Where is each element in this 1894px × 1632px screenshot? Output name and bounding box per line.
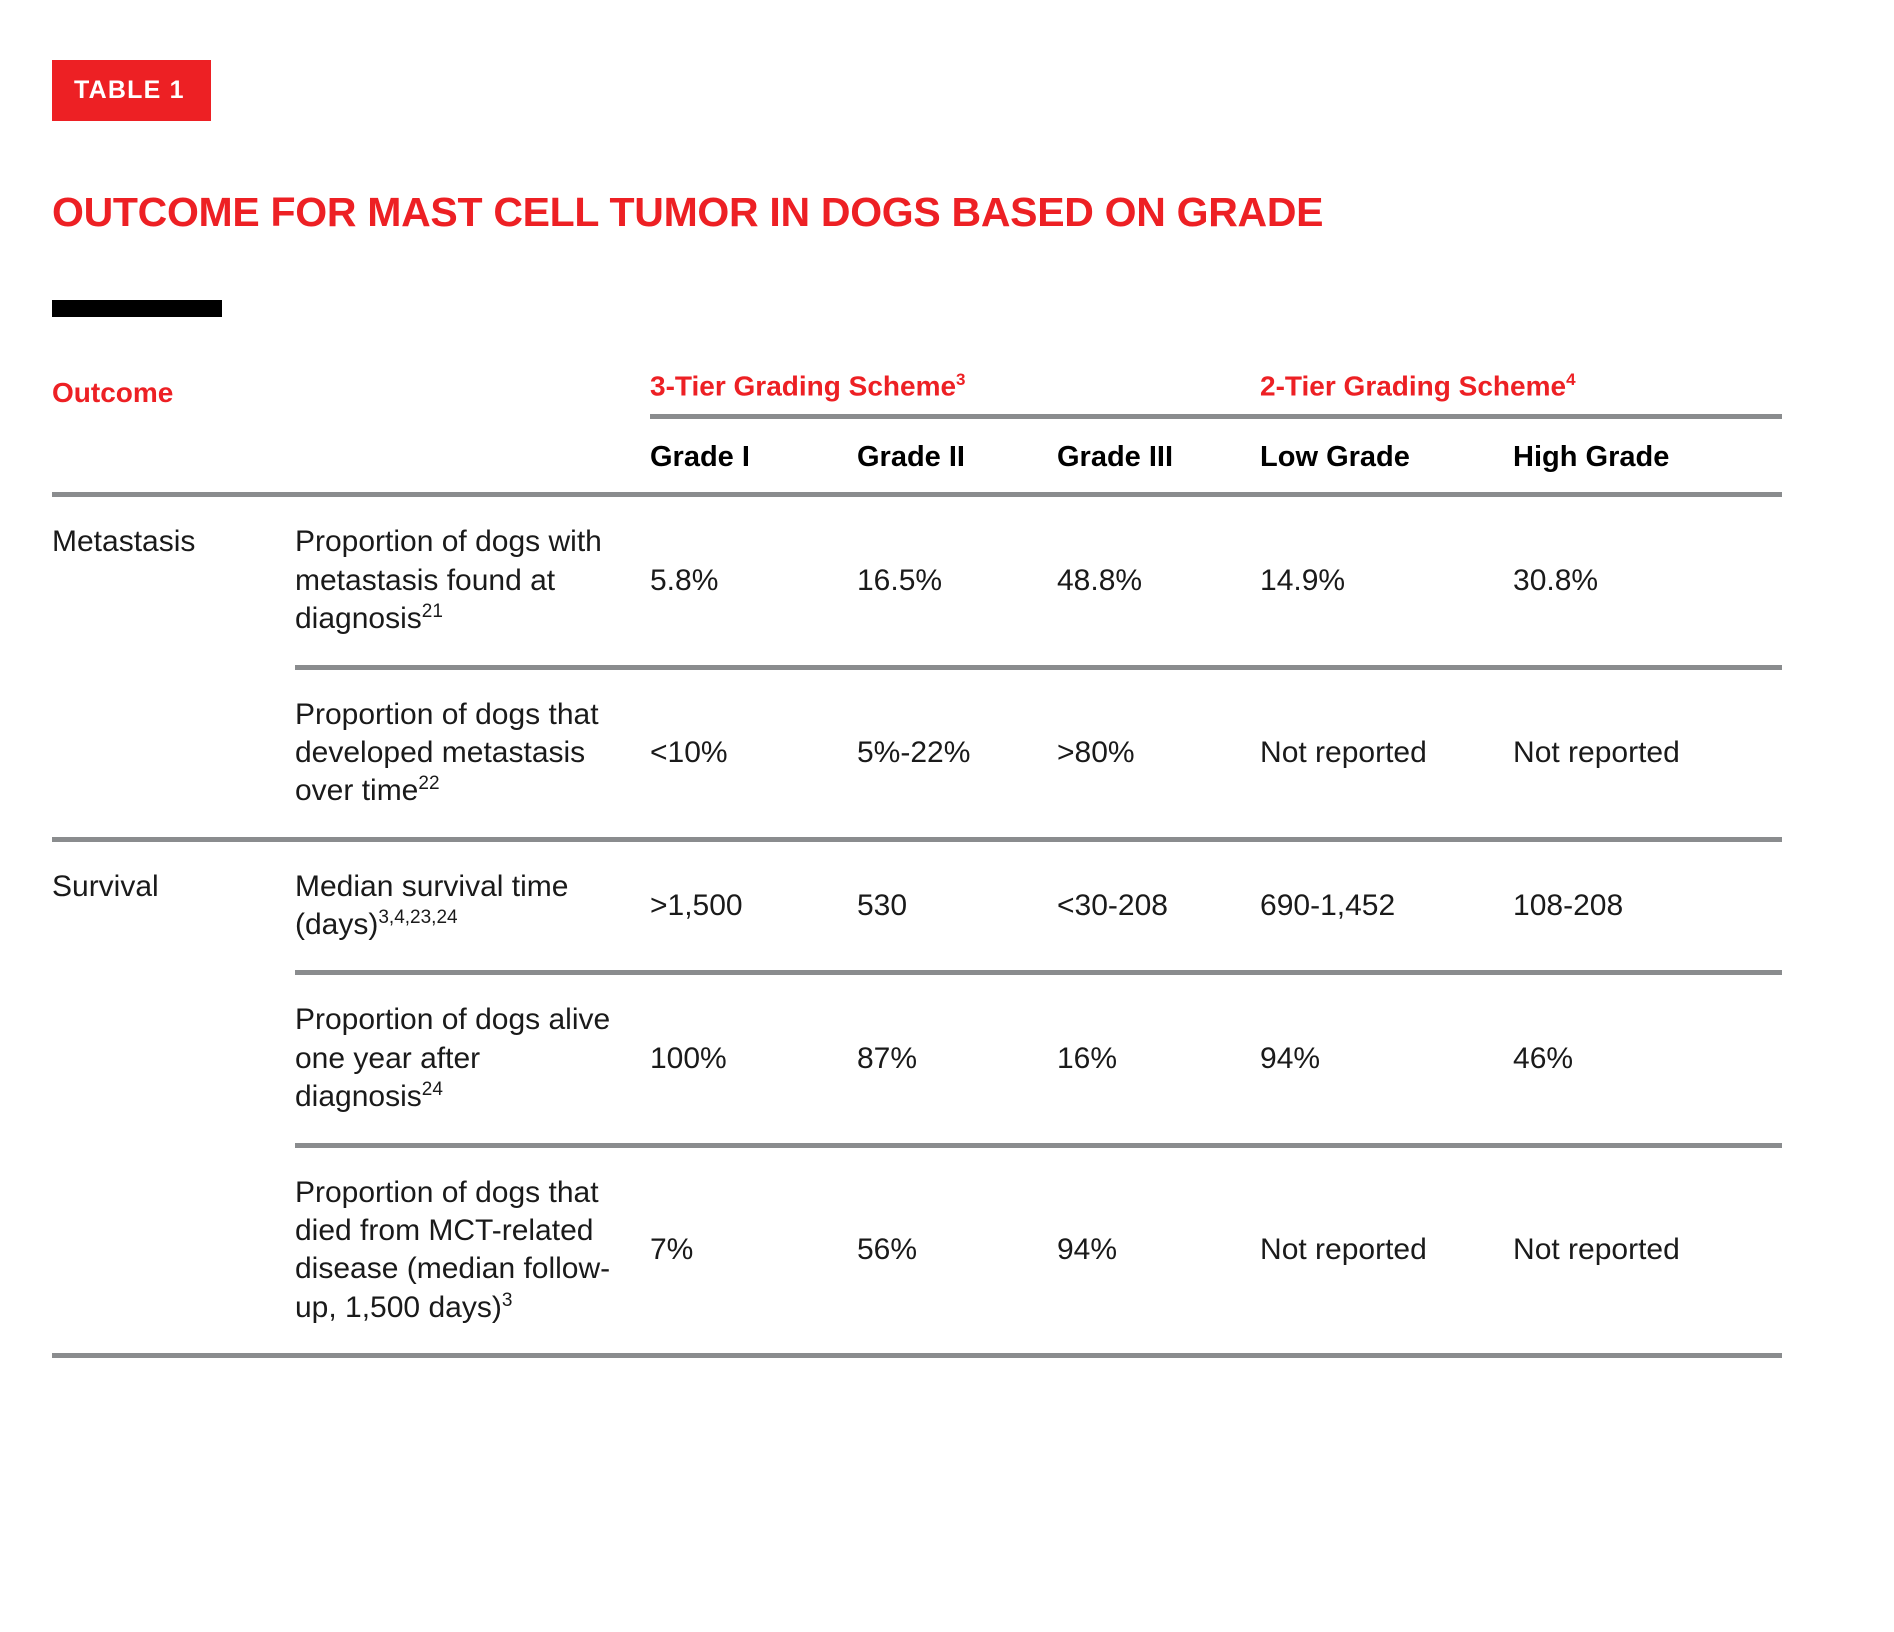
measure-ref: 21 [421, 601, 443, 623]
cell-grade-2: 56% [857, 1233, 918, 1267]
table-number-badge: TABLE 1 [52, 60, 211, 121]
column-header-grade-2: Grade II [857, 441, 965, 474]
cell-grade-2: 16.5% [857, 563, 943, 597]
cell-grade-3: 94% [1057, 1233, 1118, 1267]
scheme-3tier-ref: 3 [956, 370, 966, 389]
column-header-grade-1: Grade I [650, 441, 750, 474]
outcome-table [52, 370, 1782, 1358]
measure-text: Proportion of dogs that developed metastasis over time [295, 697, 599, 808]
cell-grade-3: >80% [1057, 735, 1135, 769]
table-row [52, 975, 1782, 1142]
table-row [52, 670, 1782, 837]
cell-high-grade: 108-208 [1513, 888, 1624, 922]
cell-low-grade: 94% [1260, 1041, 1321, 1075]
cell-grade-1: 5.8% [650, 563, 719, 597]
table-row [52, 842, 1782, 971]
measure-ref: 24 [421, 1079, 443, 1101]
cell-grade-2: 87% [857, 1041, 918, 1075]
column-header-high-grade: High Grade [1513, 441, 1670, 474]
scheme-2tier-label: 2-Tier Grading Scheme [1260, 370, 1567, 402]
measure-text: Proportion of dogs alive one year after diagnosis [295, 1003, 611, 1114]
row-measure-label [295, 975, 650, 1142]
measure-text: Median survival time (days) [295, 869, 569, 942]
cell-grade-1: 7% [650, 1233, 694, 1267]
title-underline-bar [52, 300, 222, 317]
row-group-label [52, 670, 295, 837]
page-title: OUTCOME FOR MAST CELL TUMOR IN DOGS BASED ON GRADE [52, 189, 1324, 235]
scheme-3tier-header [650, 370, 1260, 414]
cell-grade-3: 16% [1057, 1041, 1118, 1075]
scheme-3tier-label: 3-Tier Grading Scheme [650, 370, 957, 402]
scheme-2tier-header [1260, 370, 1782, 414]
row-measure-label [295, 842, 650, 971]
row-measure-label [295, 670, 650, 837]
cell-low-grade: 14.9% [1260, 563, 1346, 597]
measure-text: Proportion of dogs with metastasis found at diagnosis [295, 525, 602, 636]
cell-high-grade: Not reported [1513, 1233, 1680, 1267]
row-group-label [52, 1148, 295, 1354]
cell-high-grade: 30.8% [1513, 563, 1599, 597]
cell-high-grade: 46% [1513, 1041, 1574, 1075]
cell-grade-1: <10% [650, 735, 728, 769]
row-measure-label [295, 1148, 650, 1354]
cell-high-grade: Not reported [1513, 735, 1680, 769]
table-row [52, 1148, 1782, 1354]
row-group-label: Survival [52, 869, 159, 903]
row-measure-label [295, 497, 650, 664]
table-row [52, 497, 1782, 664]
table-bottom-rule [52, 1353, 1782, 1358]
cell-grade-2: 5%-22% [857, 735, 971, 769]
cell-grade-2: 530 [857, 888, 908, 922]
scheme-2tier-ref: 4 [1566, 370, 1576, 389]
measure-ref: 3,4,23,24 [378, 907, 458, 929]
measure-ref: 22 [418, 773, 440, 795]
scheme-header-row [52, 370, 1782, 414]
row-group-label [52, 975, 295, 1142]
grade-header-row [52, 419, 1782, 492]
cell-low-grade: Not reported [1260, 1233, 1427, 1267]
row-group-label: Metastasis [52, 525, 196, 559]
grade-header-empty-2 [295, 419, 650, 492]
outcome-column-header: Outcome [52, 377, 174, 409]
measure-ref: 3 [501, 1289, 513, 1311]
cell-grade-1: >1,500 [650, 888, 743, 922]
cell-grade-3: 48.8% [1057, 563, 1143, 597]
grade-header-empty-1 [52, 419, 295, 492]
table-bottom-rule-row [52, 1353, 1782, 1358]
column-header-grade-3: Grade III [1057, 441, 1174, 474]
cell-grade-3: <30-208 [1057, 888, 1168, 922]
cell-grade-1: 100% [650, 1041, 727, 1075]
measure-text: Proportion of dogs that died from MCT-related disease (median follow-up, 1,500 days) [295, 1175, 611, 1324]
spacer-cell [295, 370, 650, 414]
cell-low-grade: Not reported [1260, 735, 1427, 769]
cell-low-grade: 690-1,452 [1260, 888, 1396, 922]
column-header-low-grade: Low Grade [1260, 441, 1410, 474]
